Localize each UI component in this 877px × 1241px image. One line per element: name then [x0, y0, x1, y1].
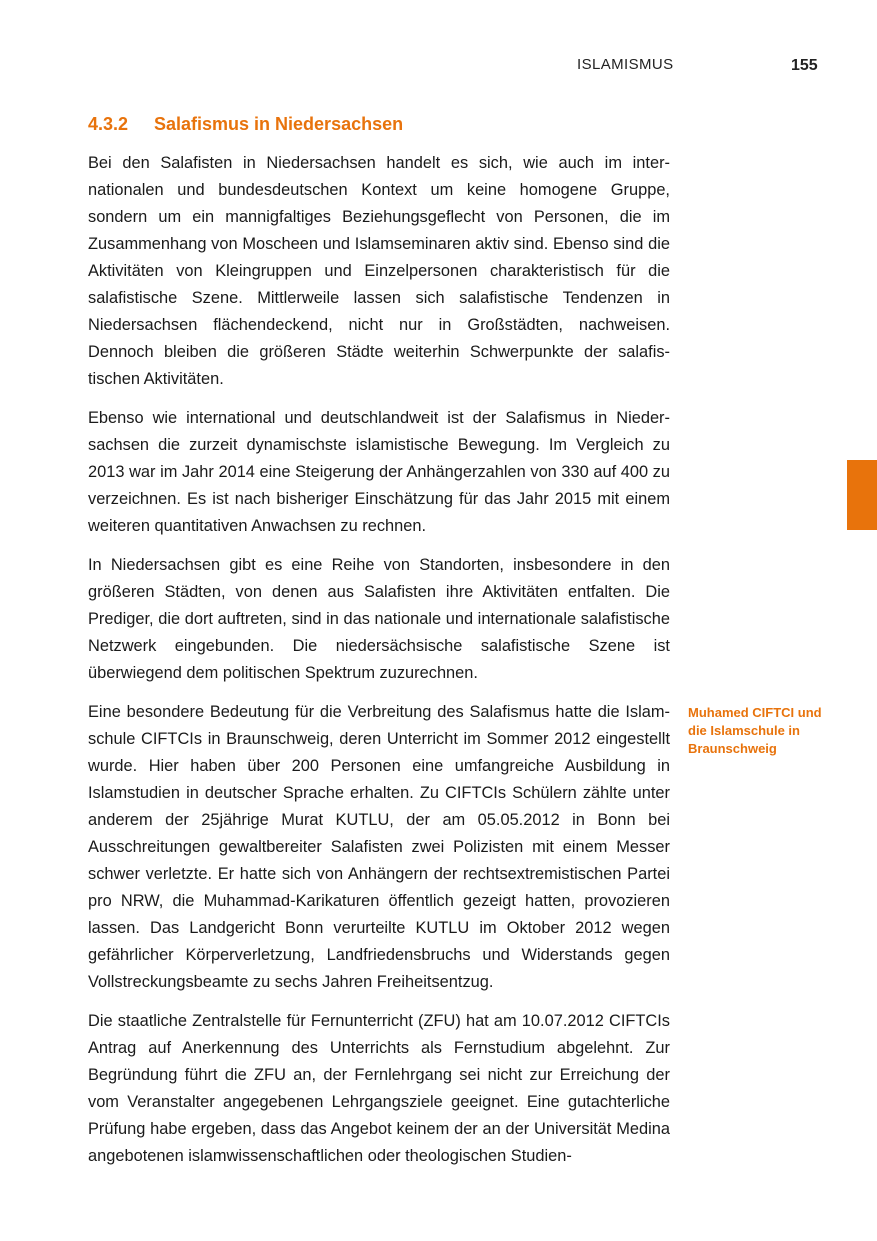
body-text	[88, 150, 670, 1182]
page-number: 155	[791, 57, 818, 74]
chapter-thumb-tab	[847, 460, 877, 530]
section-heading	[88, 114, 403, 135]
paragraph-3: In Niedersachsen gibt es eine Reihe von Standorten, insbesondere in den größeren Städten, von denen aus Salafisten ihre Aktivitäten entfalten. Die Prediger, die dort auftreten, sind in das nationale und internationale salafistische Netzwerk eingebunden. Die niedersächsische salafistische Szene ist überwiegend dem politischen Spektrum zuzurechnen.	[88, 556, 670, 682]
running-head: ISLAMISMUS	[577, 56, 674, 73]
paragraph-5: Die staatliche Zentralstelle für Fernunterricht (ZFU) hat am 10.07.2012 CIFTCIs Antrag auf Anerkennung des Unterrichts als Fernstudium abgelehnt. Zur Begründung führt die ZFU an, der Fernlehrgang sei nicht zur Erreichung der vom Veranstalter angegebenen Lehrgangsziele geeignet. Eine gutachterliche Prüfung habe ergeben, dass das Angebot keinem der an der Universität Medina angebotenen islamwissenschaftlichen oder theologischen Studien-	[88, 1012, 670, 1165]
paragraph-1: Bei den Salafisten in Niedersachsen handelt es sich, wie auch im internationalen und bundesdeutschen Kontext um keine homogene Gruppe, sondern um ein mannigfaltiges Beziehungsgeflecht von Personen, die im Zusammenhang von Moscheen und Islamseminaren aktiv sind. Ebenso sind die Aktivitäten von Kleingruppen und Einzelpersonen charakteristisch für die salafistische Szene. Mittlerweile lassen sich salafistische Tendenzen in Niedersachsen flächendeckend, nicht nur in Großstädten, nachweisen. Dennoch bleiben die größeren Städte weiterhin Schwerpunkte der salafistischen Aktivitäten.	[88, 154, 670, 388]
paragraph-2: Ebenso wie international und deutschlandweit ist der Salafismus in Niedersachsen die zurzeit dynamischste islamistische Bewegung. Im Vergleich zu 2013 war im Jahr 2014 eine Steigerung der Anhängerzahlen von 330 auf 400 zu verzeichnen. Es ist nach bisheriger Einschätzung für das Jahr 2015 mit einem weiteren quantitativen Anwachsen zu rechnen.	[88, 409, 670, 535]
section-number: 4.3.2	[88, 114, 129, 134]
section-title: Salafismus in Niedersachsen	[154, 114, 404, 134]
margin-note: Muhamed CIFTCI und die Islamschule in Braunschweig	[688, 705, 822, 756]
paragraph-4: Eine besondere Bedeutung für die Verbreitung des Salafismus hatte die Islamschule CIFTCIs in Braunschweig, deren Unterricht im Sommer 2012 eingestellt wurde. Hier haben über 200 Personen eine umfangreiche Ausbildung in Islamstudien in deutscher Sprache erhalten. Zu CIFTCIs Schülern zählte unter anderem der 25jährige Murat KUTLU, der am 05.05.2012 in Bonn bei Ausschreitungen gewaltbereiter Salafisten zwei Polizisten mit einem Messer schwer verletzte. Er hatte sich von Anhängern der rechtsextremistischen Partei pro NRW, die Muhammad-Karikaturen öffentlich gezeigt hatten, provozieren lassen. Das Landgericht Bonn verurteilte KUTLU im Oktober 2012 wegen gefährlicher Körperverletzung, Landfriedensbruchs und Widerstands gegen Vollstreckungsbeamte zu sechs Jahren Freiheitsentzug.	[88, 703, 670, 991]
